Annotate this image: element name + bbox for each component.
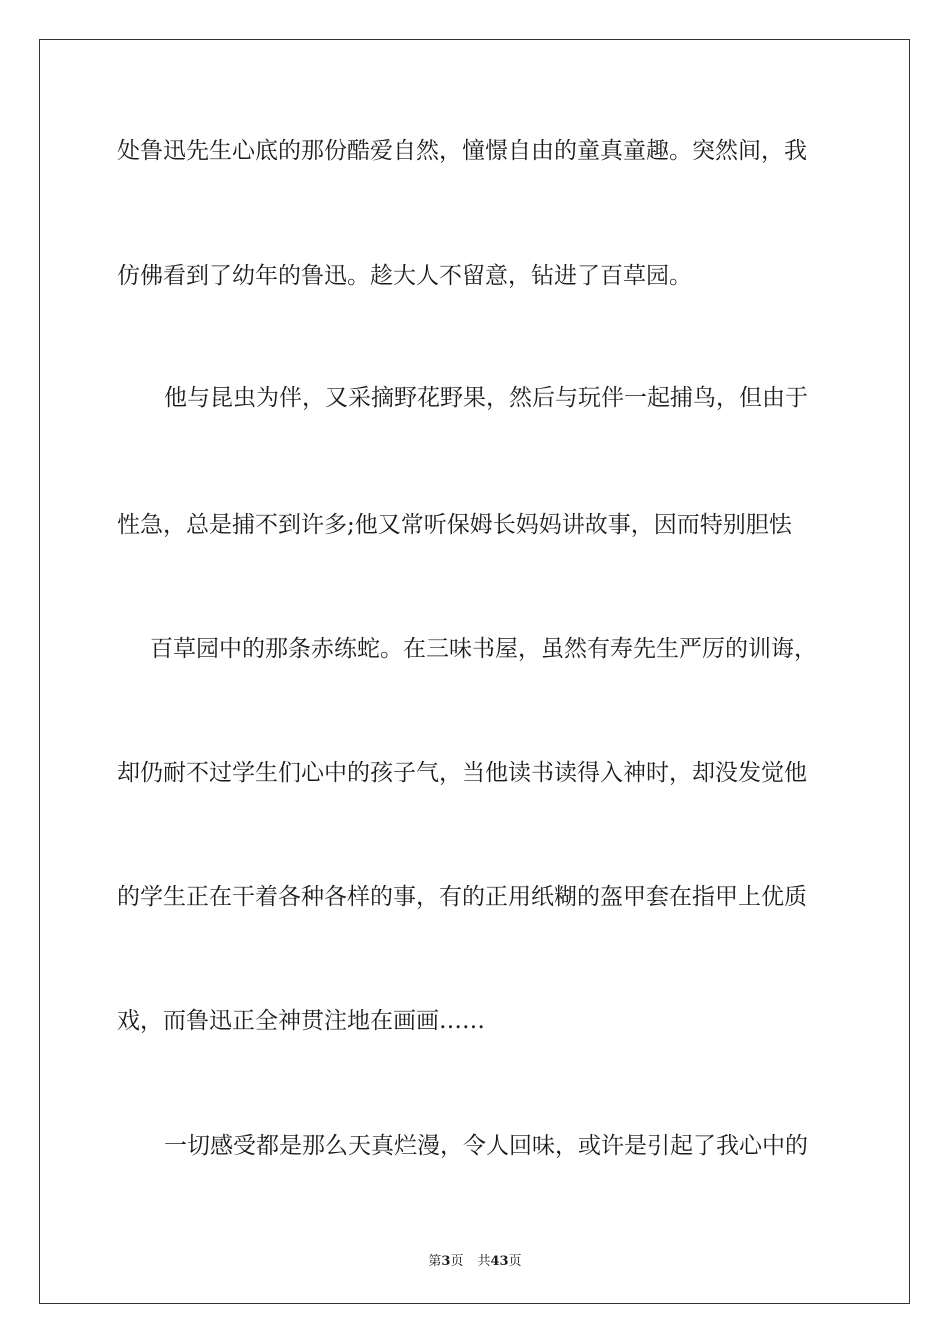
body-line-8: 戏，而鲁迅正全神贯注地在画画…… <box>117 1008 485 1034</box>
body-line-9: 一切感受都是那么天真烂漫，令人回味，或许是引起了我心中的 <box>164 1133 808 1159</box>
body-line-1: 处鲁迅先生心底的那份酷爱自然，憧憬自由的童真童趣。突然间，我 <box>117 138 807 164</box>
footer-total-pages: 43 <box>490 1254 509 1269</box>
body-line-6: 却仍耐不过学生们心中的孩子气，当他读书读得入神时，却没发觉他 <box>117 760 807 786</box>
page-border <box>39 39 910 1304</box>
footer-total-prefix: 共 <box>477 1254 491 1269</box>
body-line-7: 的学生正在干着各种各样的事，有的正用纸糊的盔甲套在指甲上优质 <box>117 884 807 910</box>
body-line-3: 他与昆虫为伴，又采摘野花野果，然后与玩伴一起捕鸟，但由于 <box>164 385 808 411</box>
body-line-4: 性急，总是捕不到许多;他又常听保姆长妈妈讲故事，因而特别胆怯 <box>117 512 792 538</box>
footer-page-suffix: 页 <box>450 1254 464 1269</box>
footer-total-suffix: 页 <box>508 1254 522 1269</box>
footer-page-prefix: 第 <box>428 1254 442 1269</box>
body-line-2: 仿佛看到了幼年的鲁迅。趁大人不留意，钻进了百草园。 <box>117 263 692 289</box>
footer-page-number: 3 <box>441 1254 451 1269</box>
body-line-5: 百草园中的那条赤练蛇。在三味书屋，虽然有寿先生严厉的训诲， <box>150 636 817 662</box>
page-footer <box>0 1250 950 1269</box>
